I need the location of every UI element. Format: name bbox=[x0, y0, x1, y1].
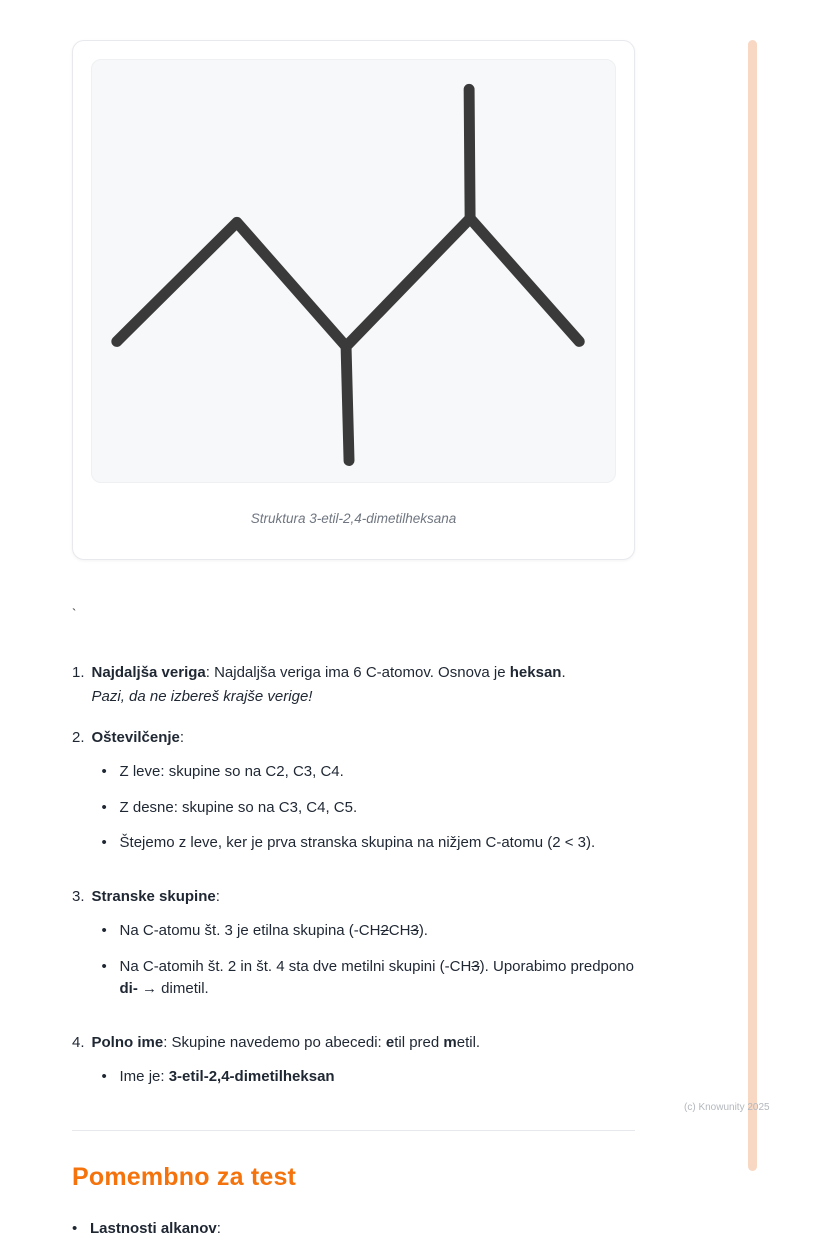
text-segment: : Najdaljša veriga ima 6 C-atomov. Osnova je bbox=[205, 663, 510, 681]
stray-backtick: ` bbox=[72, 606, 77, 622]
step-sublist bbox=[102, 1066, 635, 1089]
text-segment: Oštevilčenje bbox=[91, 728, 180, 746]
bullet-item bbox=[102, 1066, 635, 1089]
section-divider bbox=[72, 1130, 635, 1131]
text-segment: Z desne: skupine so na C3, C4, C5. bbox=[119, 798, 358, 816]
bullet-marker: • bbox=[101, 834, 107, 852]
step-item bbox=[72, 1032, 635, 1102]
bullet-text bbox=[120, 832, 635, 855]
bullet-marker: • bbox=[101, 957, 107, 975]
text-segment: ). Uporabimo predpono bbox=[479, 957, 634, 975]
step-number: 1. bbox=[72, 663, 85, 681]
text-segment: : bbox=[179, 728, 185, 746]
text-segment: : bbox=[215, 887, 220, 905]
skeletal-structure-drawing bbox=[92, 60, 615, 482]
bullet-marker: • bbox=[101, 922, 107, 940]
step-note bbox=[92, 686, 635, 709]
naming-steps-list bbox=[72, 662, 635, 1102]
step-text bbox=[92, 662, 635, 685]
text-segment: : Skupine navedemo po abecedi: bbox=[163, 1033, 386, 1051]
step-sublist bbox=[102, 920, 635, 1001]
text-segment: 2 bbox=[380, 922, 389, 940]
step-body bbox=[92, 727, 635, 868]
upper-branch bbox=[469, 89, 470, 218]
bullet-item bbox=[102, 797, 635, 820]
step-text bbox=[92, 727, 635, 750]
text-segment: Pazi, da ne izbereš krajše verige! bbox=[91, 688, 313, 706]
structure-card bbox=[72, 40, 635, 560]
text-segment: til pred bbox=[394, 1033, 444, 1051]
watermark: (c) Knowunity 2025 bbox=[684, 1102, 770, 1113]
step-number: 2. bbox=[72, 728, 85, 746]
bullet-item bbox=[102, 956, 635, 1001]
text-segment: → dimetil. bbox=[137, 980, 209, 998]
bullet-marker: • bbox=[101, 798, 107, 816]
step-text bbox=[92, 1032, 635, 1055]
text-segment: Polno ime bbox=[91, 1033, 164, 1051]
bullet-marker: • bbox=[101, 1068, 107, 1086]
figure-caption: Struktura 3-etil-2,4-dimetilheksana bbox=[250, 511, 457, 526]
step-body bbox=[92, 886, 635, 1014]
bullet-item bbox=[102, 832, 635, 855]
step-item bbox=[72, 727, 635, 868]
bullet-text bbox=[120, 797, 635, 820]
section-heading: Pomembno za test bbox=[72, 1162, 297, 1191]
lower-branch bbox=[346, 346, 349, 460]
text-segment: etil. bbox=[456, 1033, 481, 1051]
step-number: 4. bbox=[72, 1033, 85, 1051]
text-segment: Na C-atomih št. 2 in št. 4 sta dve metilni skupini (-CH bbox=[119, 957, 472, 975]
main-chain bbox=[117, 218, 579, 346]
step-item bbox=[72, 662, 635, 709]
step-number: 3. bbox=[72, 887, 85, 905]
text-segment: m bbox=[443, 1033, 457, 1051]
text-segment: ). bbox=[418, 922, 428, 940]
structure-panel bbox=[91, 59, 616, 483]
text-segment: 3-etil-2,4-dimetilheksan bbox=[168, 1068, 335, 1086]
scrollbar-thumb[interactable] bbox=[748, 40, 757, 1171]
bullet-text bbox=[120, 956, 635, 1001]
text-segment: heksan bbox=[509, 663, 562, 681]
bullet-text bbox=[120, 920, 635, 943]
text-segment: e bbox=[385, 1033, 395, 1051]
text-segment: Na C-atomu št. 3 je etilna skupina (-CH bbox=[119, 922, 381, 940]
bullet-marker: • bbox=[101, 763, 107, 781]
text-segment: Najdaljša veriga bbox=[91, 663, 206, 681]
text-segment: Štejemo z leve, ker je prva stranska skupina na nižjem C-atomu (2 < 3). bbox=[119, 834, 596, 852]
text-segment: Ime je: bbox=[119, 1068, 169, 1086]
text-segment: Stranske skupine bbox=[91, 887, 216, 905]
text-segment: CH bbox=[388, 922, 411, 940]
bullet-item bbox=[72, 1218, 635, 1241]
step-sublist bbox=[102, 761, 635, 855]
text-segment: Z leve: skupine so na C2, C3, C4. bbox=[119, 763, 344, 781]
step-item bbox=[72, 886, 635, 1014]
text-segment: : bbox=[216, 1220, 221, 1238]
bullet-text bbox=[90, 1218, 221, 1241]
text-segment: Lastnosti alkanov bbox=[90, 1220, 217, 1238]
bullet-marker: • bbox=[72, 1220, 78, 1238]
bullet-item bbox=[102, 920, 635, 943]
text-segment: di- bbox=[119, 980, 138, 998]
bullet-text bbox=[120, 1066, 635, 1089]
text-segment: 3 bbox=[471, 957, 480, 975]
bullet-item bbox=[102, 761, 635, 784]
important-list bbox=[72, 1218, 635, 1241]
step-body bbox=[92, 1032, 635, 1102]
step-body bbox=[92, 662, 635, 709]
bullet-text bbox=[120, 761, 635, 784]
text-segment: 3 bbox=[410, 922, 419, 940]
text-segment: . bbox=[561, 663, 566, 681]
step-text bbox=[92, 886, 635, 909]
